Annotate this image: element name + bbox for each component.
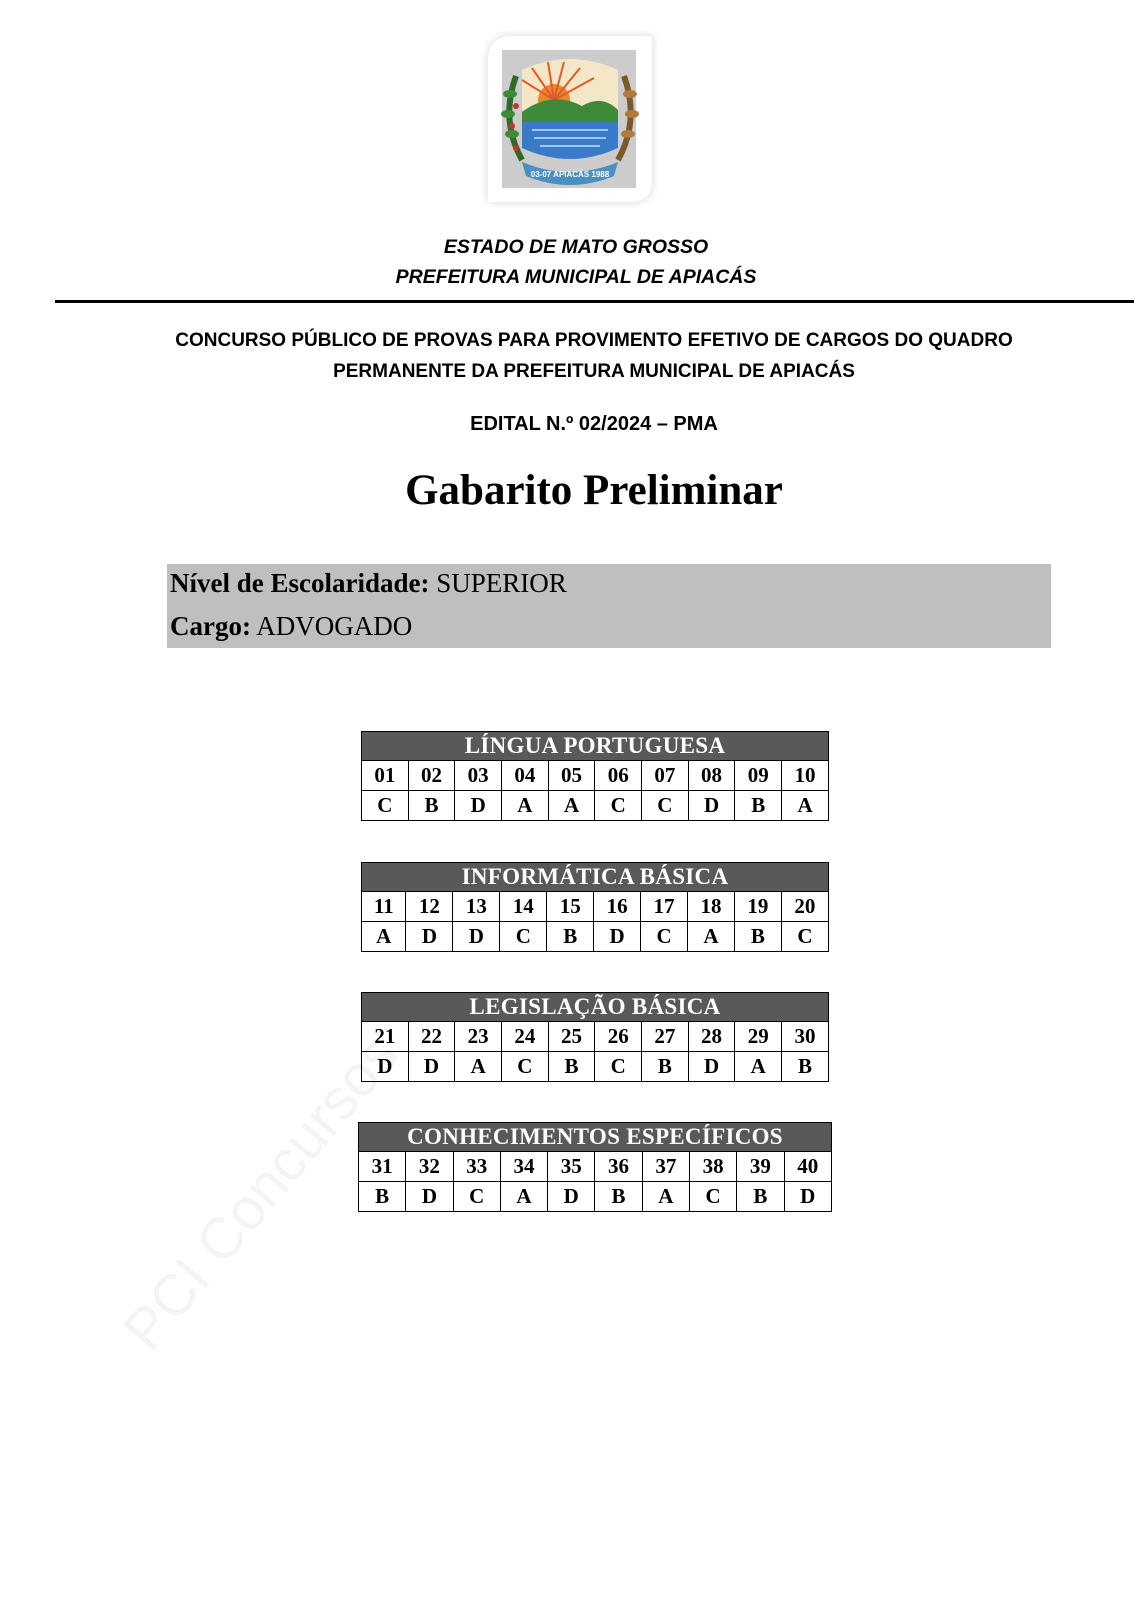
question-number: 04 [502, 761, 549, 791]
cargo-value: ADVOGADO [256, 611, 413, 641]
answer-letter: D [362, 1052, 409, 1082]
candidate-info-box [167, 564, 1051, 648]
answer-letter: C [781, 922, 828, 952]
answer-letter: D [688, 1052, 735, 1082]
question-number: 07 [642, 761, 689, 791]
question-number: 06 [595, 761, 642, 791]
question-number: 22 [408, 1022, 455, 1052]
municipal-seal-logo [482, 30, 658, 208]
answer-letter: C [595, 791, 642, 821]
answer-letter: C [502, 1052, 549, 1082]
section-title: CONHECIMENTOS ESPECÍFICOS [359, 1123, 832, 1152]
header-prefeitura: PREFEITURA MUNICIPAL DE APIACÁS [395, 266, 757, 288]
question-numbers-row [362, 761, 829, 791]
question-number: 31 [359, 1152, 406, 1182]
question-number: 20 [781, 892, 828, 922]
question-number: 05 [548, 761, 595, 791]
answers-row [362, 922, 829, 952]
question-number: 38 [689, 1152, 736, 1182]
edital-number: EDITAL N.º 02/2024 – PMA [470, 413, 718, 435]
cargo-line [170, 611, 412, 642]
answer-letter: D [455, 791, 502, 821]
answer-letter: A [500, 1182, 547, 1212]
answer-letter: C [453, 1182, 500, 1212]
header-state: ESTADO DE MATO GROSSO [443, 236, 709, 258]
section-title: INFORMÁTICA BÁSICA [362, 863, 829, 892]
answer-letter: B [735, 791, 782, 821]
nivel-line [170, 568, 567, 599]
answers-row [362, 1052, 829, 1082]
question-number: 32 [406, 1152, 453, 1182]
page-title: Gabarito Preliminar [405, 467, 783, 514]
concurso-line-1: CONCURSO PÚBLICO DE PROVAS PARA PROVIMENTO EFETIVO DE CARGOS DO QUADRO [175, 330, 1013, 351]
seal-ribbon-text: 03-07 APIACÁS 1988 [530, 170, 610, 179]
seal-icon [482, 30, 658, 208]
question-number: 21 [362, 1022, 409, 1052]
answer-letter: D [784, 1182, 831, 1212]
answer-letter: B [548, 1052, 595, 1082]
nivel-label: Nível de Escolaridade: [170, 568, 430, 598]
nivel-value: SUPERIOR [436, 568, 567, 598]
answer-table-lingua-portuguesa [361, 731, 829, 821]
question-number: 18 [688, 892, 735, 922]
question-number: 27 [642, 1022, 689, 1052]
answer-letter: A [688, 922, 735, 952]
answer-letter: B [734, 922, 781, 952]
answer-letter: C [642, 791, 689, 821]
question-number: 01 [362, 761, 409, 791]
question-number: 36 [595, 1152, 642, 1182]
answer-letter: D [406, 1182, 453, 1212]
question-number: 02 [408, 761, 455, 791]
answer-letter: A [362, 922, 406, 952]
answer-letter: D [594, 922, 641, 952]
answer-letter: A [735, 1052, 782, 1082]
answer-letter: D [406, 922, 453, 952]
question-number: 33 [453, 1152, 500, 1182]
answer-letter: C [362, 791, 409, 821]
answer-letter: B [642, 1052, 689, 1082]
answer-letter: A [782, 791, 829, 821]
answer-letter: D [688, 791, 735, 821]
question-number: 25 [548, 1022, 595, 1052]
answer-table-legislacao-basica [361, 992, 829, 1082]
question-number: 09 [735, 761, 782, 791]
question-number: 30 [782, 1022, 829, 1052]
question-number: 15 [547, 892, 594, 922]
question-number: 10 [782, 761, 829, 791]
answer-letter: A [642, 1182, 689, 1212]
question-number: 13 [453, 892, 500, 922]
answer-letter: C [641, 922, 688, 952]
answer-letter: C [689, 1182, 736, 1212]
question-number: 39 [737, 1152, 784, 1182]
answer-letter: D [548, 1182, 595, 1212]
question-number: 12 [406, 892, 453, 922]
question-numbers-row [362, 1022, 829, 1052]
answer-table-informatica-basica [361, 862, 829, 952]
answers-row [359, 1182, 832, 1212]
answer-table-conhecimentos-especificos [358, 1122, 832, 1212]
question-number: 28 [688, 1022, 735, 1052]
answer-letter: B [737, 1182, 784, 1212]
question-number: 40 [784, 1152, 831, 1182]
cargo-label: Cargo: [170, 611, 251, 641]
question-number: 23 [455, 1022, 502, 1052]
question-number: 24 [502, 1022, 549, 1052]
question-number: 16 [594, 892, 641, 922]
question-number: 11 [362, 892, 406, 922]
question-number: 29 [735, 1022, 782, 1052]
answer-letter: C [500, 922, 547, 952]
answer-letter: C [595, 1052, 642, 1082]
question-number: 34 [500, 1152, 547, 1182]
answer-letter: B [547, 922, 594, 952]
question-number: 03 [455, 761, 502, 791]
section-title: LEGISLAÇÃO BÁSICA [362, 993, 829, 1022]
question-number: 35 [548, 1152, 595, 1182]
answer-letter: A [548, 791, 595, 821]
question-number: 19 [734, 892, 781, 922]
answer-letter: B [359, 1182, 406, 1212]
answer-letter: D [453, 922, 500, 952]
answers-row [362, 791, 829, 821]
answer-letter: B [782, 1052, 829, 1082]
answer-letter: B [595, 1182, 642, 1212]
question-numbers-row [362, 892, 829, 922]
question-number: 08 [688, 761, 735, 791]
section-title: LÍNGUA PORTUGUESA [362, 732, 829, 761]
question-number: 37 [642, 1152, 689, 1182]
answer-letter: A [455, 1052, 502, 1082]
question-number: 17 [641, 892, 688, 922]
question-numbers-row [359, 1152, 832, 1182]
question-number: 14 [500, 892, 547, 922]
header-divider [55, 300, 1134, 303]
question-number: 26 [595, 1022, 642, 1052]
answer-letter: B [408, 791, 455, 821]
answer-letter: D [408, 1052, 455, 1082]
answer-letter: A [502, 791, 549, 821]
concurso-line-2: PERMANENTE DA PREFEITURA MUNICIPAL DE APIACÁS [333, 361, 855, 382]
